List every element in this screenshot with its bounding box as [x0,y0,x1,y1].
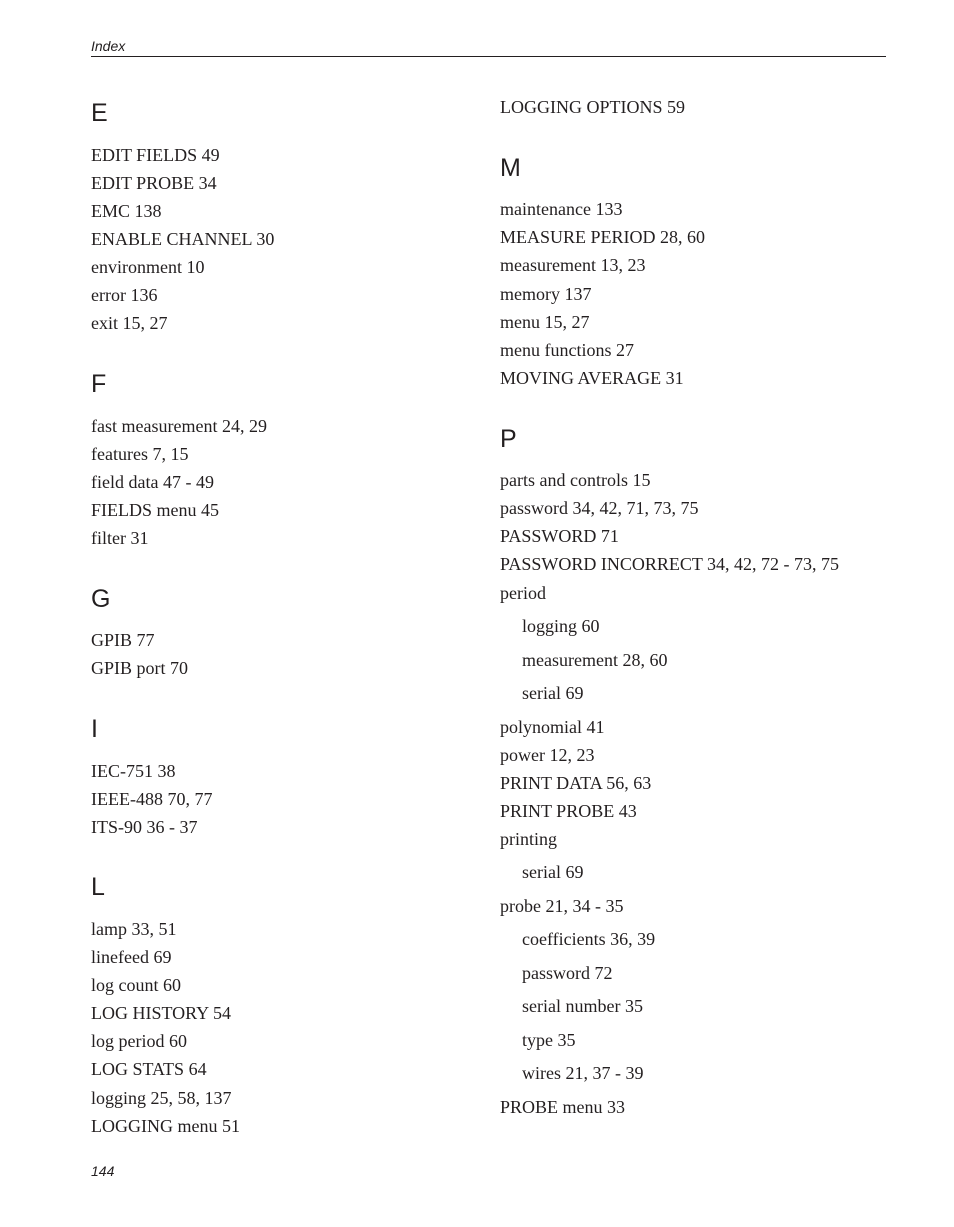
index-entry: parts and controls 15 [500,470,651,490]
index-subentry: measurement 28, 60 [522,650,668,670]
index-entry: features 7, 15 [91,444,189,464]
index-entry: maintenance 133 [500,199,623,219]
index-entry: polynomial 41 [500,717,605,737]
index-subentry: logging 60 [522,616,600,636]
index-entry: error 136 [91,285,158,305]
index-entry: MOVING AVERAGE 31 [500,368,684,388]
index-entry: filter 31 [91,528,149,548]
header-rule [91,56,886,57]
index-entry: LOG STATS 64 [91,1059,207,1079]
index-entry: IEEE-488 70, 77 [91,789,213,809]
index-subentry: coefficients 36, 39 [522,929,656,949]
index-subentry: serial 69 [522,862,584,882]
index-entry: log count 60 [91,975,181,995]
index-entry: ENABLE CHANNEL 30 [91,229,275,249]
index-entry: GPIB 77 [91,630,155,650]
index-entry: IEC-751 38 [91,761,176,781]
section-letter-m: M [500,154,521,182]
index-entry: EDIT PROBE 34 [91,173,217,193]
index-entry: LOGGING OPTIONS 59 [500,97,685,117]
index-subentry: type 35 [522,1030,576,1050]
index-entry: field data 47 - 49 [91,472,214,492]
index-entry: EMC 138 [91,201,162,221]
index-subentry: serial 69 [522,683,584,703]
section-letter-e: E [91,99,108,127]
index-subentry: serial number 35 [522,996,643,1016]
index-entry: exit 15, 27 [91,313,168,333]
index-entry: linefeed 69 [91,947,172,967]
section-letter-g: G [91,585,111,613]
index-entry: period [500,583,546,603]
section-letter-i: I [91,715,98,743]
index-entry: LOG HISTORY 54 [91,1003,232,1023]
index-entry: environment 10 [91,257,205,277]
index-entry: memory 137 [500,284,592,304]
index-entry: power 12, 23 [500,745,595,765]
index-entry: LOGGING menu 51 [91,1116,240,1136]
index-entry: EDIT FIELDS 49 [91,145,220,165]
index-entry: measurement 13, 23 [500,255,646,275]
section-letter-l: L [91,873,105,901]
section-letter-p: P [500,425,517,453]
index-entry: menu 15, 27 [500,312,590,332]
index-entry: PRINT PROBE 43 [500,801,637,821]
index-entry: logging 25, 58, 137 [91,1088,232,1108]
index-entry: FIELDS menu 45 [91,500,219,520]
index-entry: log period 60 [91,1031,187,1051]
index-entry: probe 21, 34 - 35 [500,896,624,916]
index-entry: ITS-90 36 - 37 [91,817,198,837]
section-letter-f: F [91,370,107,398]
index-entry: PROBE menu 33 [500,1097,626,1117]
index-entry: PRINT DATA 56, 63 [500,773,652,793]
index-entry: fast measurement 24, 29 [91,416,267,436]
index-entry: GPIB port 70 [91,658,189,678]
index-subentry: wires 21, 37 - 39 [522,1063,644,1083]
index-entry: MEASURE PERIOD 28, 60 [500,227,706,247]
index-entry: PASSWORD INCORRECT 34, 42, 72 - 73, 75 [500,554,840,574]
index-subentry: password 72 [522,963,613,983]
index-entry: lamp 33, 51 [91,919,177,939]
index-entry: menu functions 27 [500,340,634,360]
index-entry: printing [500,829,557,849]
running-header: Index [91,38,126,54]
page-number: 144 [91,1163,115,1179]
index-entry: PASSWORD 71 [500,526,619,546]
index-entry: password 34, 42, 71, 73, 75 [500,498,699,518]
